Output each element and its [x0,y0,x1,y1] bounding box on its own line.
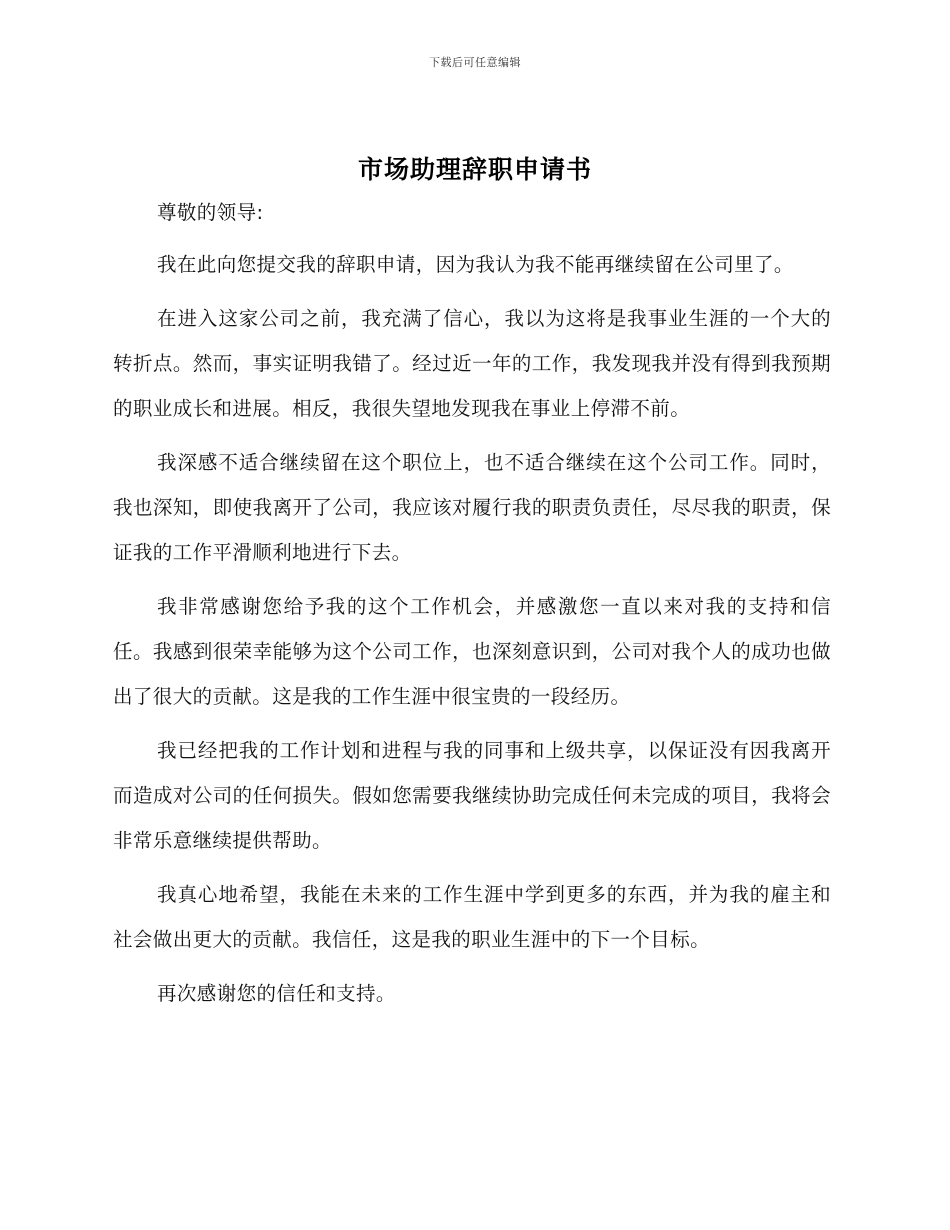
paragraph: 我深感不适合继续留在这个职位上，也不适合继续在这个公司工作。同时，我也深知，即使我离开了公司，我应该对履行我的职责负责任，尽尽我的职责，保证我的工作平滑顺利地进行下去。 [113,451,831,564]
paragraph: 我非常感谢您给予我的这个工作机会，并感激您一直以来对我的支持和信任。我感到很荣幸能够为这个公司工作，也深刻意识到，公司对我个人的成功也做出了很大的贡献。这是我的工作生涯中很宝贵的一段经历。 [113,595,831,708]
document-body [113,195,831,1025]
paragraph: 在进入这家公司之前，我充满了信心，我以为这将是我事业生涯的一个大的转折点。然而，事实证明我错了。经过近一年的工作，我发现我并没有得到我预期的职业成长和进展。相反，我很失望地发现我在事业上停滞不前。 [113,307,831,420]
paragraph: 我真心地希望，我能在未来的工作生涯中学到更多的东西，并为我的雇主和社会做出更大的贡献。我信任，这是我的职业生涯中的下一个目标。 [113,883,831,951]
document-title: 市场助理辞职申请书 [357,155,592,184]
header-note: 下载后可任意编辑 [429,56,521,69]
salutation: 尊敬的领导: [157,201,264,224]
paragraph: 我在此向您提交我的辞职申请，因为我认为我不能再继续留在公司里了。 [157,253,794,276]
paragraph: 再次感谢您的信任和支持。 [157,982,396,1005]
paragraph: 我已经把我的工作计划和进程与我的同事和上级共享，以保证没有因我离开而造成对公司的任何损失。假如您需要我继续协助完成任何未完成的项目，我将会非常乐意继续提供帮助。 [113,739,831,852]
